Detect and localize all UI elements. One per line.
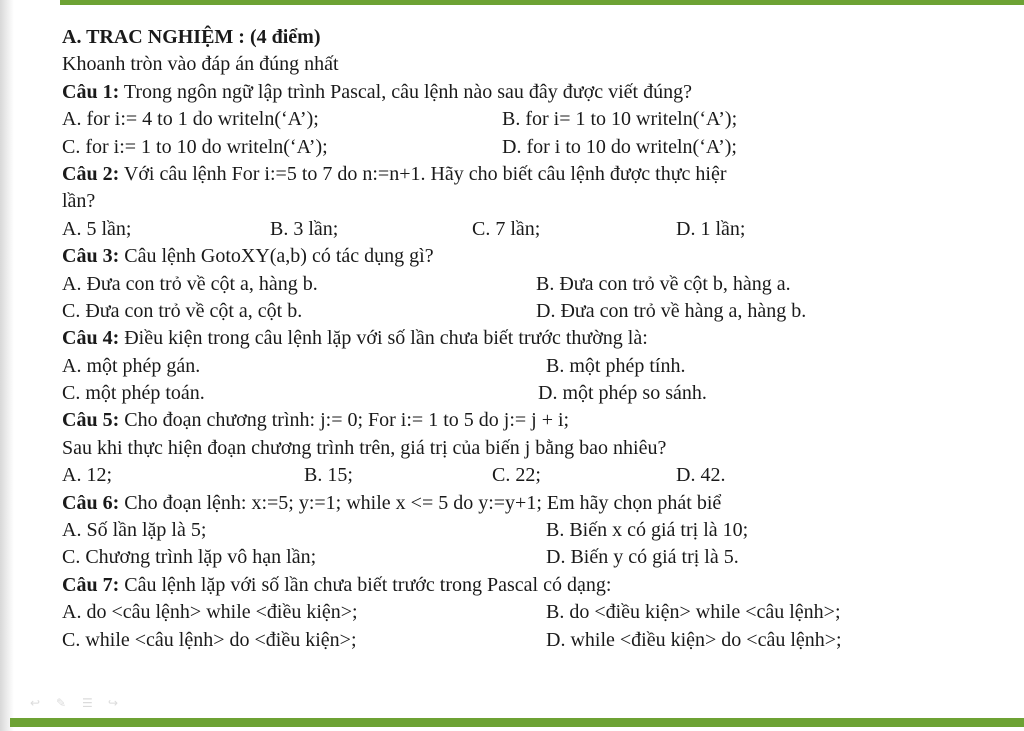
option-row [62, 298, 962, 325]
option-row [62, 106, 962, 133]
option-a[interactable]: A. do <câu lệnh> while <điều kiện>; [62, 601, 358, 624]
option-b[interactable]: B. Đưa con trỏ về cột b, hàng a. [536, 272, 791, 295]
option-c[interactable]: C. Chương trình lặp vô hạn lần; [62, 546, 317, 569]
question-text: Câu lệnh lặp với số lần chưa biết trước trong Pascal có dạng: [119, 573, 612, 596]
option-d[interactable]: D. 42. [676, 464, 726, 487]
option-row [62, 380, 962, 407]
question-text: Câu lệnh GotoXY(a,b) có tác dụng gì? [119, 245, 434, 268]
left-edge-shadow [0, 0, 14, 731]
question-label: Câu 5: [62, 409, 120, 432]
option-d[interactable]: D. for i to 10 do writeln(‘A’); [502, 135, 737, 158]
pen-icon[interactable]: ✎ [56, 696, 67, 710]
option-c[interactable]: C. for i:= 1 to 10 do writeln(‘A’); [62, 135, 328, 158]
slide-toolbar [30, 696, 124, 714]
question-label: Câu 3: [62, 245, 120, 268]
option-row [62, 544, 962, 571]
question-1 [62, 79, 962, 106]
question-4 [62, 325, 962, 352]
option-row [62, 134, 962, 161]
question-text: Cho đoạn lệnh: x:=5; y:=1; while x <= 5 do y:=y+1; Em hãy chọn phát biể [119, 491, 722, 514]
option-b[interactable]: B. for i= 1 to 10 writeln(‘A’); [502, 108, 738, 131]
option-d[interactable]: D. 1 lần; [676, 217, 746, 240]
option-row [62, 216, 962, 243]
menu-icon[interactable]: ☰ [82, 696, 93, 710]
option-a[interactable]: A. 12; [62, 464, 112, 487]
option-a[interactable]: A. Đưa con trỏ về cột a, hàng b. [62, 272, 318, 295]
question-text-continued: lần? [62, 190, 96, 213]
bottom-accent-bar [10, 718, 1024, 727]
question-3 [62, 243, 962, 270]
option-b[interactable]: B. do <điều kiện> while <câu lệnh>; [546, 601, 841, 624]
question-6 [62, 490, 962, 517]
option-d[interactable]: D. Đưa con trỏ về hàng a, hàng b. [536, 299, 807, 322]
question-text: Với câu lệnh For i:=5 to 7 do n:=n+1. Hãy cho biết câu lệnh được thực hiệr [119, 162, 727, 185]
question-7 [62, 572, 962, 599]
question-label: Câu 6: [62, 491, 120, 514]
forward-arrow-icon[interactable]: ↪ [108, 696, 119, 710]
question-text-continued: Sau khi thực hiện đoạn chương trình trên, giá trị của biến j bằng bao nhiêu? [62, 436, 667, 459]
question-label: Câu 2: [62, 162, 120, 185]
option-row [62, 627, 962, 654]
section-title: A. TRAC NGHIỆM : (4 điểm) [62, 26, 321, 48]
option-row [62, 353, 962, 380]
option-d[interactable]: D. một phép so sánh. [538, 382, 707, 405]
option-b[interactable]: B. Biến x có giá trị là 10; [546, 519, 749, 542]
option-c[interactable]: C. while <câu lệnh> do <điều kiện>; [62, 628, 357, 651]
instruction-text: Khoanh tròn vào đáp án đúng nhất [62, 53, 339, 76]
question-text: Điều kiện trong câu lệnh lặp với số lần chưa biết trước thường là: [119, 327, 648, 350]
option-a[interactable]: A. for i:= 4 to 1 do writeln(‘A’); [62, 108, 319, 131]
question-2 [62, 161, 962, 188]
question-label: Câu 4: [62, 327, 120, 350]
question-5 [62, 407, 962, 434]
question-text: Cho đoạn chương trình: j:= 0; For i:= 1 to 5 do j:= j + i; [119, 409, 570, 432]
option-c[interactable]: C. một phép toán. [62, 382, 205, 405]
top-accent-bar [60, 0, 1024, 5]
option-row [62, 271, 962, 298]
option-a[interactable]: A. Số lần lặp là 5; [62, 519, 207, 542]
option-c[interactable]: C. 22; [492, 464, 541, 487]
option-d[interactable]: D. Biến y có giá trị là 5. [546, 546, 739, 569]
option-b[interactable]: B. 15; [304, 464, 353, 487]
question-label: Câu 1: [62, 80, 120, 103]
option-a[interactable]: A. một phép gán. [62, 354, 201, 377]
option-d[interactable]: D. while <điều kiện> do <câu lệnh>; [546, 628, 842, 651]
question-text: Trong ngôn ngữ lập trình Pascal, câu lệnh nào sau đây được viết đúng? [119, 80, 692, 103]
option-c[interactable]: C. Đưa con trỏ về cột a, cột b. [62, 299, 303, 322]
option-row [62, 517, 962, 544]
option-row [62, 599, 962, 626]
back-arrow-icon[interactable]: ↩ [30, 696, 41, 710]
option-b[interactable]: B. 3 lần; [270, 217, 339, 240]
option-b[interactable]: B. một phép tính. [546, 354, 686, 377]
option-a[interactable]: A. 5 lần; [62, 217, 132, 240]
option-c[interactable]: C. 7 lần; [472, 217, 541, 240]
question-label: Câu 7: [62, 573, 120, 596]
document-page [62, 24, 962, 654]
option-row [62, 462, 962, 489]
